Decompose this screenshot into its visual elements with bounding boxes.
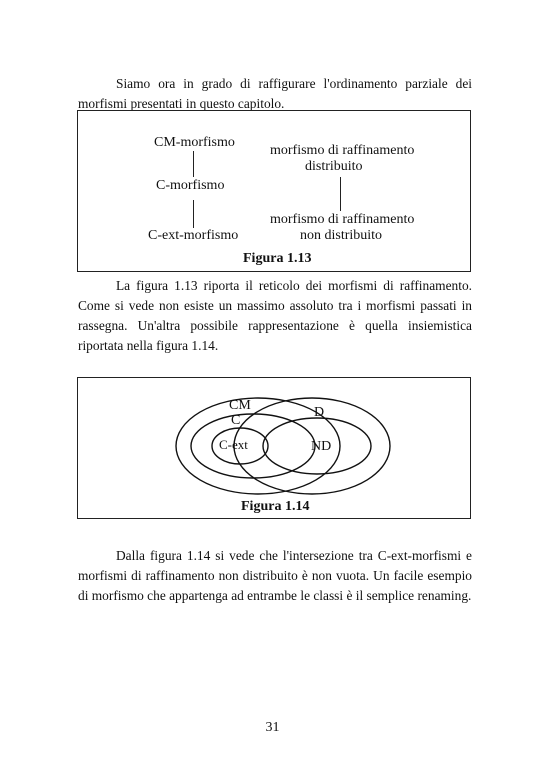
raffinamento-distribuito-label-2: distribuito (305, 159, 363, 174)
paragraph-3-text: Dalla figura 1.14 si vede che l'intersezione tra C-ext-morfismi e morfismi di raffinamento non distribuito è non vuota. Un facile esempio di morfismo che appartenga ad entrambe le classi è il semplice renaming. (78, 548, 472, 603)
figure-1-13 (77, 110, 471, 272)
venn-diagram (78, 378, 469, 517)
label-d: D (314, 405, 325, 420)
figure-1-13-caption: Figura 1.13 (243, 251, 312, 266)
cm-morfismo-label: CM-morfismo (154, 135, 235, 150)
label-c: C (231, 413, 241, 428)
label-cm: CM (229, 398, 251, 413)
paragraph-3 (78, 546, 472, 606)
intro-line-1: Siamo ora in grado di raffigurare l'ordinamento parziale dei (116, 76, 472, 91)
lattice-edge-d-nd (340, 177, 341, 211)
label-c-ext: C-ext (219, 437, 248, 452)
raffinamento-non-distribuito-label-1: morfismo di raffinamento (270, 212, 415, 227)
lattice-edge-cm-c (193, 151, 194, 177)
c-ext-morfismo-label: C-ext-morfismo (148, 228, 239, 243)
paragraph-2-text: La figura 1.13 riporta il reticolo dei morfismi di raffinamento. Come si vede non esiste un massimo assoluto tra i morfismi passati in rassegna. Un'altra possibile rappresentazione è quella insiemistica riportata nella figura 1.14. (78, 278, 472, 353)
set-c-ellipse (191, 414, 315, 478)
intro-line-2: morfismi presentati in questo capitolo. (78, 96, 285, 111)
c-morfismo-label: C-morfismo (156, 178, 225, 193)
figure-1-14 (77, 377, 471, 519)
raffinamento-non-distribuito-label-2: non distribuito (300, 228, 383, 243)
page-number: 31 (265, 720, 280, 735)
intro-paragraph (78, 74, 472, 94)
paragraph-2 (78, 276, 472, 356)
figure-1-14-caption: Figura 1.14 (241, 499, 310, 514)
label-nd: ND (311, 439, 332, 454)
raffinamento-distribuito-label-1: morfismo di raffinamento (270, 143, 415, 158)
lattice-edge-c-cext (193, 200, 194, 228)
